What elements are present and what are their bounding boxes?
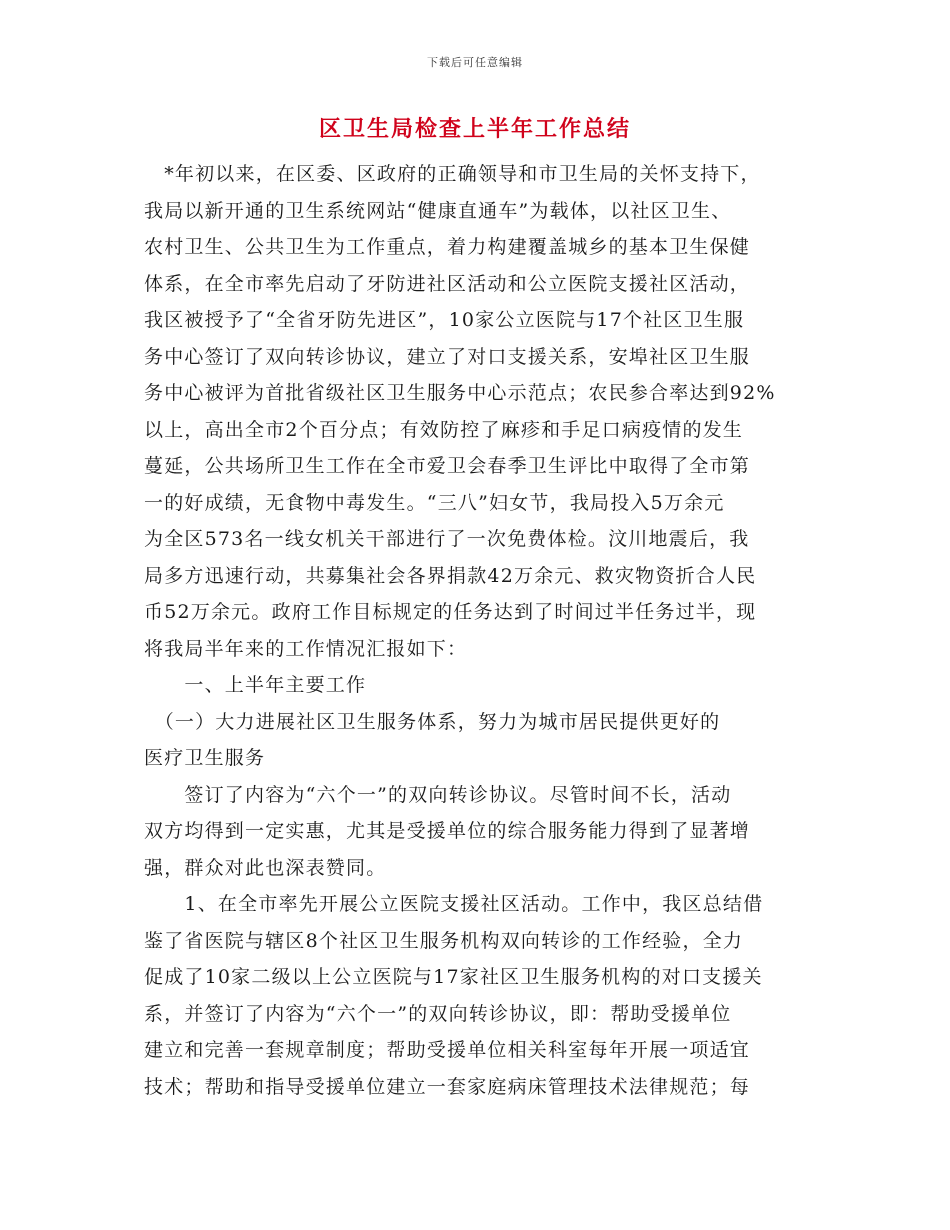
- body-line: 鉴了省医院与辖区8个社区卫生服务机构双向转诊的工作经验，全力: [144, 929, 744, 952]
- body-line: 系，并签订了内容为“六个一”的双向转诊协议，即：帮助受援单位: [144, 1002, 732, 1025]
- body-line: 蔓延，公共场所卫生工作在全市爱卫会春季卫生评比中取得了全市第: [144, 455, 751, 477]
- body-line: 签订了内容为“六个一”的双向转诊协议。尽管时间不长，活动: [144, 783, 732, 806]
- body-line: 1、在全市率先开展公立医院支援社区活动。工作中，我区总结借: [144, 893, 764, 915]
- section-heading: 一、上半年主要工作: [144, 674, 367, 696]
- body-line: 务中心签订了双向转诊协议，建立了对口支援关系，安埠社区卫生服: [144, 345, 751, 368]
- body-line: 技术；帮助和指导受援单位建立一套家庭病床管理技术法律规范；每: [144, 1075, 751, 1098]
- body-line: 以上，高出全市2个百分点；有效防控了麻疹和手足口病疫情的发生: [144, 418, 744, 441]
- body-line: 农村卫生、公共卫生为工作重点，着力构建覆盖城乡的基本卫生保健: [144, 236, 751, 258]
- body-line: 我局以新开通的卫生系统网站“健康直通车”为载体，以社区卫生、: [144, 199, 732, 222]
- body-line: 将我局半年来的工作情况汇报如下：: [144, 637, 468, 660]
- body-line: 为全区573名一线女机关干部进行了一次免费体检。汶川地震后，我: [144, 528, 750, 550]
- body-line: 建立和完善一套规章制度；帮助受援单位相关科室每年开展一项适宜: [144, 1039, 751, 1061]
- body-line: 币52万余元。政府工作目标规定的任务达到了时间过半任务过半，现: [144, 601, 757, 623]
- body-line: 局多方迅速行动，共募集社会各界捐款42万余元、救灾物资折合人民: [144, 564, 757, 587]
- document-title: 区卫生局检查上半年工作总结: [318, 116, 631, 142]
- body-line: 促成了10家二级以上公立医院与17家社区卫生服务机构的对口支援关: [144, 966, 763, 988]
- subsection-heading: （一）大力进展社区卫生服务体系，努力为城市居民提供更好的: [144, 710, 721, 733]
- subsection-heading: 医疗卫生服务: [144, 747, 266, 769]
- body-line: 体系，在全市率先启动了牙防进社区活动和公立医院支援社区活动，: [144, 272, 751, 295]
- body-line: 务中心被评为首批省级社区卫生服务中心示范点；农民参合率达到92%: [144, 382, 776, 404]
- page-header-note: 下载后可任意编辑: [427, 56, 523, 69]
- body-line: 一的好成绩，无食物中毒发生。“三八”妇女节，我局投入5万余元: [144, 491, 725, 514]
- body-line: 双方均得到一定实惠，尤其是受援单位的综合服务能力得到了显著增: [144, 820, 751, 842]
- body-line: *年初以来，在区委、区政府的正确领导和市卫生局的关怀支持下，: [144, 163, 761, 185]
- body-line: 强，群众对此也深表赞同。: [144, 856, 387, 879]
- body-line: 我区被授予了“全省牙防先进区”，10家公立医院与17个社区卫生服: [144, 309, 745, 331]
- document-body: [144, 156, 824, 1105]
